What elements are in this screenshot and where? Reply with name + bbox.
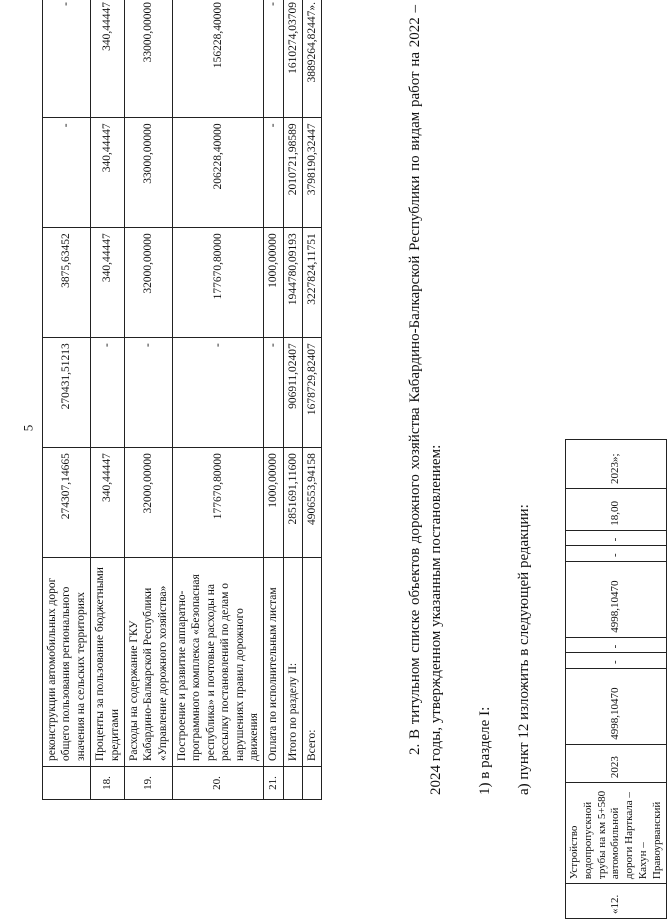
value-cell: 33000,00000: [124, 0, 172, 118]
value-cell: -: [91, 338, 125, 448]
value-cell: -: [264, 118, 283, 228]
row-name: Расходы на содержание ГКУ Кабардино-Балкарской Республики «Управление дорожного хозяйства»: [124, 558, 172, 767]
value-cell: 177670,80000: [173, 448, 264, 558]
item-cell: -: [566, 653, 667, 669]
value-cell: 1610274,03709: [283, 0, 302, 118]
row-name: Всего:: [303, 558, 322, 767]
row-name: Построение и развитие аппаратно-программного комплекса «Безопасная республика» и почтовые расходы на рассылку постановлений по делам о нарушениях правил дорожного движения: [173, 558, 264, 767]
value-cell: 177670,80000: [173, 228, 264, 338]
value-cell: 906911,02407: [283, 338, 302, 448]
value-cell: -: [124, 338, 172, 448]
value-cell: 1000,00000: [264, 448, 283, 558]
table-row: [283, 0, 302, 800]
item-cell: Устройство водопропускной трубы на км 5+580 автомобильной дороги Нарткала – Кахун – Правоурванский: [566, 783, 667, 884]
value-cell: 270431,51213: [43, 338, 91, 448]
row-number: 18.: [91, 767, 125, 800]
table-row: [173, 0, 264, 800]
table-row: [303, 0, 322, 800]
item-cell: -: [566, 530, 667, 546]
value-cell: -: [264, 338, 283, 448]
value-cell: 1678729,82407: [303, 338, 322, 448]
table-row: [91, 0, 125, 800]
row-number: 20.: [173, 767, 264, 800]
value-cell: 340,44447: [91, 0, 125, 118]
value-cell: 32000,00000: [124, 228, 172, 338]
value-cell: 4906553,94158: [303, 448, 322, 558]
value-cell: 340,44447: [91, 118, 125, 228]
value-cell: 3875,63452: [43, 228, 91, 338]
value-cell: -: [43, 0, 91, 118]
row-name: Проценты за пользование бюджетными кредитами: [91, 558, 125, 767]
value-cell: 3889264,82447».: [303, 0, 322, 118]
row-number: [303, 767, 322, 800]
item-12-table: [565, 439, 667, 919]
page-number: 5: [20, 424, 36, 432]
value-cell: 2010721,98589: [283, 118, 302, 228]
value-cell: 3227824,11751: [303, 228, 322, 338]
value-cell: 2851691,11600: [283, 448, 302, 558]
row-number: [43, 767, 91, 800]
value-cell: 206228,40000: [173, 118, 264, 228]
row-number: 21.: [264, 767, 283, 800]
value-cell: 32000,00000: [124, 448, 172, 558]
table-row: [264, 0, 283, 800]
item-cell: 2023: [566, 744, 667, 782]
table-row: [566, 440, 667, 919]
value-cell: 156228,40000: [173, 0, 264, 118]
value-cell: 1000,00000: [264, 228, 283, 338]
item-cell: 4998,10470: [566, 562, 667, 638]
value-cell: 3798190,32447: [303, 118, 322, 228]
subsection-heading: а) пункт 12 изложить в следующей редакции:: [516, 504, 532, 795]
row-number: 19.: [124, 767, 172, 800]
item-cell: 18,00: [566, 488, 667, 530]
row-name: Итого по разделу II:: [283, 558, 302, 767]
section-heading: 1) в разделе I:: [477, 706, 493, 795]
item-cell: «12.: [566, 884, 667, 919]
value-cell: 274307,14665: [43, 448, 91, 558]
value-cell: 1944780,09193: [283, 228, 302, 338]
value-cell: -: [264, 0, 283, 118]
paragraph-2: 2. В титульном списке объектов дорожного хозяйства Кабардино-Балкарской Республики по видам работ на 2022 – 2024 годы, утвержденном указанным постановлением:: [407, 5, 445, 795]
item-cell: -: [566, 546, 667, 562]
value-cell: 33000,00000: [124, 118, 172, 228]
table-row: [43, 0, 91, 800]
row-name: Оплата по исполнительным листам: [264, 558, 283, 767]
value-cell: 340,44447: [91, 448, 125, 558]
row-number: [283, 767, 302, 800]
item-cell: -: [566, 637, 667, 653]
value-cell: -: [173, 338, 264, 448]
table-row: [124, 0, 172, 800]
item-cell: 4998,10470: [566, 669, 667, 745]
value-cell: 340,44447: [91, 228, 125, 338]
item-cell: 2023»;: [566, 440, 667, 489]
budget-table: [42, 0, 322, 800]
row-name: реконструкции автомобильных дорог общего пользования регионального значения на сельских территориях: [43, 558, 91, 767]
value-cell: -: [43, 118, 91, 228]
